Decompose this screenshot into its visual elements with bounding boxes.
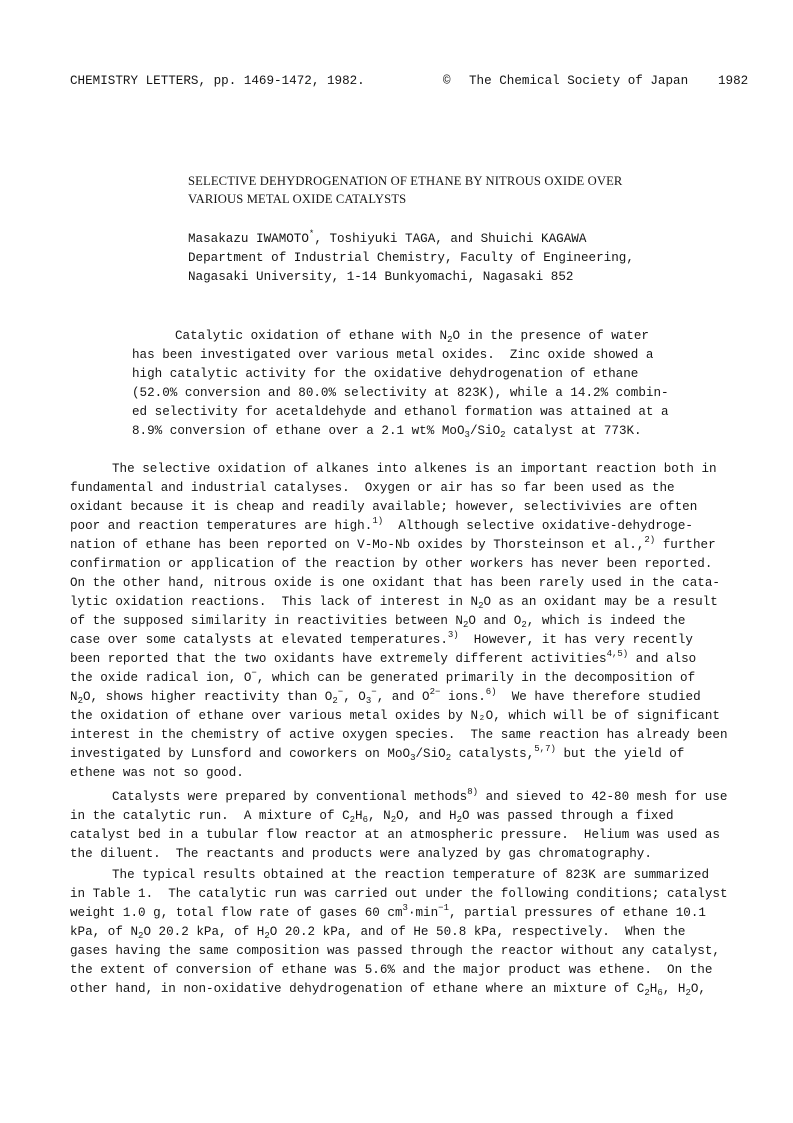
body-p1-line-17: ethene was not so good. bbox=[70, 766, 244, 780]
body-p1-line-1: The selective oxidation of alkanes into alkenes is an important reaction both in bbox=[112, 462, 717, 476]
body-p1-line-10: case over some catalysts at elevated temperatures.$^{3)}$ However, it has very recently bbox=[70, 630, 693, 647]
header-year: 1982 bbox=[718, 74, 749, 88]
body-p1-line-5: nation of ethane has been reported on V-Mo-Nb oxides by Thorsteinson et al.,$^{2)}$ further bbox=[70, 535, 716, 552]
journal-citation: CHEMISTRY LETTERS, pp. 1469-1472, 1982. bbox=[70, 74, 365, 88]
body-p1-line-4: poor and reaction temperatures are high.$^{1)}$ Although selective oxidative-dehydroge- bbox=[70, 516, 693, 533]
abstract-line-6: 8.9% conversion of ethane over a 2.1 wt% MoO$_3$/SiO$_2$ catalyst at 773K. bbox=[132, 424, 642, 440]
body-p2-line-2: in the catalytic run. A mixture of $C_2H_6$, $N_2O$, and $H_2O$ was passed through a fixed bbox=[70, 809, 674, 825]
body-p1-line-13: $N_2O$, shows higher reactivity than $O_2^-$, $O_3^-$, and $O^{2-}$ ions.$^{6)}$ We have therefore studied bbox=[70, 687, 701, 706]
affiliation-line-1: Department of Industrial Chemistry, Faculty of Engineering, bbox=[188, 251, 634, 265]
body-p1-line-12: the oxide radical ion, O−, which can be generated primarily in the decomposition of bbox=[70, 668, 696, 685]
abstract-line-3: high catalytic activity for the oxidative dehydrogenation of ethane bbox=[132, 367, 639, 381]
author-line bbox=[188, 230, 586, 249]
body-p2-line-4: the diluent. The reactants and products were analyzed by gas chromatography. bbox=[70, 847, 652, 861]
abstract-line-2: has been investigated over various metal oxides. Zinc oxide showed a bbox=[132, 348, 654, 362]
body-p1-line-3: oxidant because it is cheap and readily available; however, selectivivies are often bbox=[70, 500, 698, 514]
abstract-line-4: (52.0% conversion and 80.0% selectivity at 823K), while a 14.2% combin- bbox=[132, 386, 669, 400]
body-p3-line-6: the extent of conversion of ethane was 5.6% and the major product was ethene. On the bbox=[70, 963, 713, 977]
body-p3-line-3: weight 1.0 g, total flow rate of gases 60 $cm^3\cdot\min^{-1}$, partial pressures of ethane 10.1 bbox=[70, 903, 706, 920]
body-p3-line-2: in Table 1. The catalytic run was carried out under the following conditions; catalyst bbox=[70, 887, 728, 901]
body-p2-line-1: Catalysts were prepared by conventional methods$^{8)}$ and sieved to 42-80 mesh for use bbox=[112, 787, 728, 804]
body-p1-line-11: been reported that the two oxidants have extremely different activities$^{4,5)}$ and also bbox=[70, 649, 697, 666]
body-p1-line-6: confirmation or application of the reaction by other workers has never been reported. bbox=[70, 557, 713, 571]
copyright-icon: © bbox=[443, 74, 451, 88]
corresponding-author-mark: * bbox=[308, 229, 315, 239]
body-p1-line-7: On the other hand, nitrous oxide is one oxidant that has been rarely used in the cata- bbox=[70, 576, 720, 590]
author-iwamoto: Masakazu IWAMOTO bbox=[188, 232, 309, 246]
body-p1-line-15: interest in the chemistry of active oxygen species. The same reaction has already been bbox=[70, 728, 728, 742]
body-p3-line-5: gases having the same composition was passed through the reactor without any catalyst, bbox=[70, 944, 720, 958]
body-p1-line-16: investigated by Lunsford and coworkers on MoO$_3$/SiO$_2$ catalysts,$^{5,7)}$ but the yield of bbox=[70, 744, 685, 763]
body-p3-line-4: kPa, of $N_2O$ 20.2 kPa, of $H_2O$ 20.2 kPa, and of He 50.8 kPa, respectively. When the bbox=[70, 925, 686, 941]
body-p2-line-3: catalyst bed in a tubular flow reactor at an atmospheric pressure. Helium was used as bbox=[70, 828, 720, 842]
affiliation-line-2: Nagasaki University, 1-14 Bunkyomachi, Nagasaki 852 bbox=[188, 270, 574, 284]
body-p1-line-2: fundamental and industrial catalyses. Oxygen or air has so far been used as the bbox=[70, 481, 675, 495]
body-p1-line-9: of the supposed similarity in reactivities between $N_2O$ and $O_2$, which is indeed the bbox=[70, 614, 686, 630]
abstract-line-5: ed selectivity for acetaldehyde and ethanol formation was attained at a bbox=[132, 405, 669, 419]
title-line-1: SELECTIVE DEHYDROGENATION OF ETHANE BY NITROUS OXIDE OVER bbox=[188, 174, 623, 188]
abstract-line-1: Catalytic oxidation of ethane with $N_2O$ in the presence of water bbox=[175, 329, 649, 345]
body-p1-line-8: lytic oxidation reactions. This lack of interest in $N_2O$ as an oxidant may be a result bbox=[70, 595, 718, 611]
body-p1-line-14: the oxidation of ethane over various metal oxides by N₂O, which will be of significant bbox=[70, 709, 720, 723]
society-name: The Chemical Society of Japan bbox=[469, 74, 689, 88]
body-p3-line-1: The typical results obtained at the reaction temperature of 823K are summarized bbox=[112, 868, 710, 882]
body-p3-line-7: other hand, in non-oxidative dehydrogenation of ethane where an mixture of $C_2H_6$, $H_2O$, bbox=[70, 982, 706, 998]
author-coauthors: , Toshiyuki TAGA, and Shuichi KAGAWA bbox=[314, 232, 587, 246]
title-line-2: VARIOUS METAL OXIDE CATALYSTS bbox=[188, 192, 407, 206]
